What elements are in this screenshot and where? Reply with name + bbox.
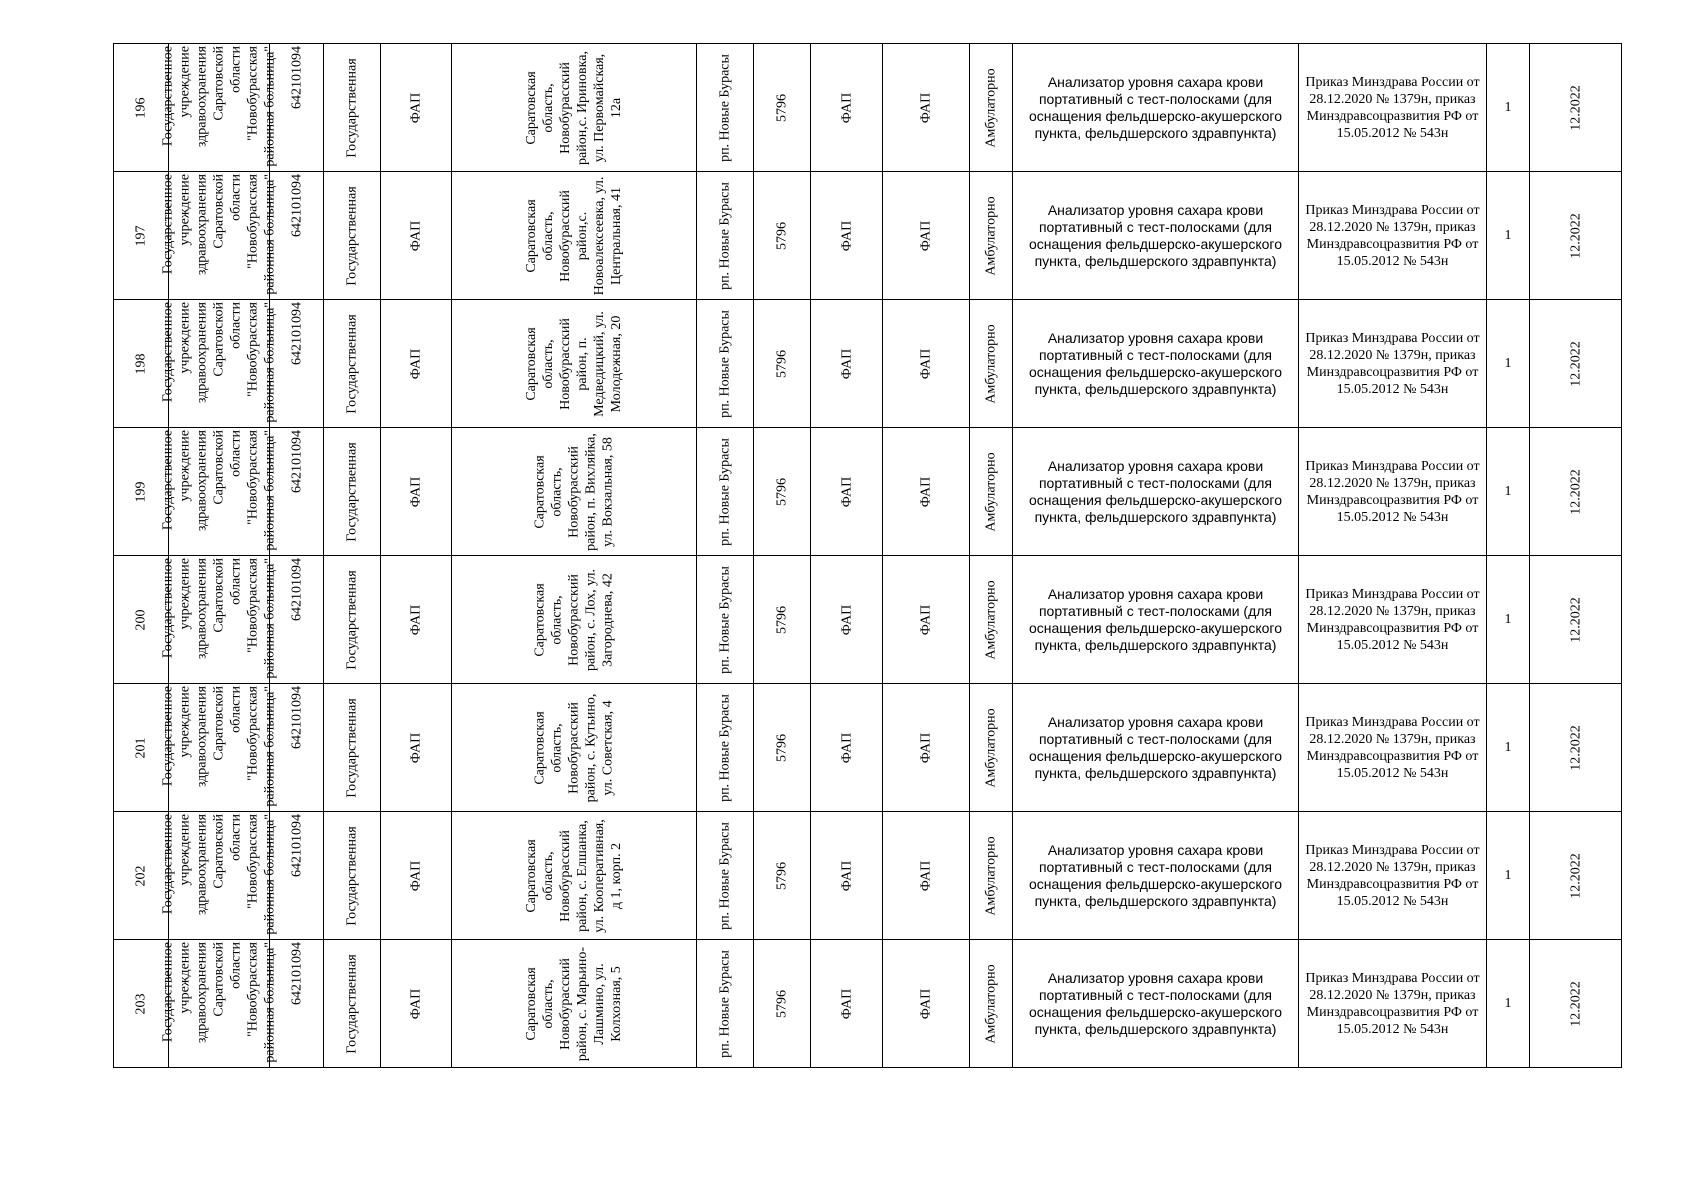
table-row bbox=[114, 172, 1622, 300]
organization-cell bbox=[160, 812, 278, 940]
unit-profile-cell bbox=[883, 812, 970, 940]
population-cell bbox=[754, 300, 811, 428]
facility-address: Саратовская область, Новобурасский район,с. Ириновка, ул. Первомайская, 12а bbox=[524, 50, 624, 165]
inn: 642101094 bbox=[289, 301, 304, 365]
care-conditions: Амбулаторно bbox=[983, 323, 999, 404]
population-cell bbox=[754, 556, 811, 684]
ownership-form: Государственная bbox=[344, 825, 360, 926]
facility-type-cell bbox=[381, 940, 452, 1068]
organization-name: Государственное учреждение здравоохранения Саратовской области "Новобурасская районная больница" bbox=[160, 45, 278, 167]
quantity: 1 bbox=[1487, 428, 1530, 556]
facility-type: ФАП bbox=[408, 92, 424, 123]
population: 5796 bbox=[774, 349, 790, 378]
facility-type-cell bbox=[381, 684, 452, 812]
facility-type: ФАП bbox=[408, 348, 424, 379]
ownership-cell bbox=[324, 812, 381, 940]
device-name: Анализатор уровня сахара крови портативный с тест-полосками (для оснащения фельдшерско-акушерского пункта, фельдшерского здравпункта) bbox=[1013, 428, 1299, 556]
settlement-cell bbox=[697, 428, 754, 556]
care-conditions-cell bbox=[970, 684, 1013, 812]
population: 5796 bbox=[774, 93, 790, 122]
unit-cell bbox=[811, 172, 883, 300]
settlement: рп. Новые Бурасы bbox=[717, 821, 733, 930]
population-cell bbox=[754, 684, 811, 812]
inn-cell bbox=[270, 940, 324, 1068]
ownership-form: Государственная bbox=[344, 185, 360, 286]
care-conditions-cell bbox=[970, 940, 1013, 1068]
regulation-order: Приказ Минздрава России от 28.12.2020 № 1379н, приказ Минздравсоцразвития РФ от 15.05.2012 № 543н bbox=[1299, 428, 1487, 556]
ownership-form: Государственная bbox=[344, 441, 360, 542]
ownership-form: Государственная bbox=[344, 313, 360, 414]
ownership-form: Государственная bbox=[344, 569, 360, 670]
inn: 642101094 bbox=[289, 557, 304, 621]
delivery-date: 12.2022 bbox=[1568, 340, 1583, 387]
quantity: 1 bbox=[1487, 300, 1530, 428]
population-cell bbox=[754, 428, 811, 556]
settlement-cell bbox=[697, 300, 754, 428]
date-cell bbox=[1530, 428, 1622, 556]
row-number: 198 bbox=[133, 353, 149, 374]
population: 5796 bbox=[774, 477, 790, 506]
regulation-order: Приказ Минздрава России от 28.12.2020 № 1379н, приказ Минздравсоцразвития РФ от 15.05.2012 № 543н bbox=[1299, 44, 1487, 172]
settlement: рп. Новые Бурасы bbox=[717, 565, 733, 674]
facility-type: ФАП bbox=[408, 220, 424, 251]
inn-cell bbox=[270, 172, 324, 300]
quantity: 1 bbox=[1487, 812, 1530, 940]
date-cell bbox=[1530, 812, 1622, 940]
organization-cell bbox=[160, 556, 278, 684]
settlement: рп. Новые Бурасы bbox=[717, 181, 733, 290]
facility-type: ФАП bbox=[408, 476, 424, 507]
inn-cell bbox=[270, 44, 324, 172]
unit-cell bbox=[811, 300, 883, 428]
device-name: Анализатор уровня сахара крови портативный с тест-полосками (для оснащения фельдшерско-акушерского пункта, фельдшерского здравпункта) bbox=[1013, 556, 1299, 684]
table-row bbox=[114, 300, 1622, 428]
quantity: 1 bbox=[1487, 684, 1530, 812]
date-cell bbox=[1530, 172, 1622, 300]
ownership-cell bbox=[324, 172, 381, 300]
date-cell bbox=[1530, 300, 1622, 428]
unit-name: ФАП bbox=[839, 348, 854, 379]
delivery-date: 12.2022 bbox=[1568, 84, 1583, 131]
equipment-register-table bbox=[113, 43, 1622, 1068]
unit-cell bbox=[811, 940, 883, 1068]
organization-name: Государственное учреждение здравоохранения Саратовской области "Новобурасская районная больница" bbox=[160, 941, 278, 1063]
organization-name: Государственное учреждение здравоохранения Саратовской области "Новобурасская районная больница" bbox=[160, 429, 278, 551]
date-cell bbox=[1530, 684, 1622, 812]
register-rows bbox=[114, 44, 1622, 1068]
unit-name: ФАП bbox=[839, 732, 854, 763]
regulation-order: Приказ Минздрава России от 28.12.2020 № 1379н, приказ Минздравсоцразвития РФ от 15.05.2012 № 543н bbox=[1299, 940, 1487, 1068]
address-cell bbox=[452, 44, 697, 172]
address-cell bbox=[452, 812, 697, 940]
table-row bbox=[114, 556, 1622, 684]
population-cell bbox=[754, 940, 811, 1068]
regulation-order: Приказ Минздрава России от 28.12.2020 № 1379н, приказ Минздравсоцразвития РФ от 15.05.2012 № 543н bbox=[1299, 300, 1487, 428]
unit-cell bbox=[811, 812, 883, 940]
population: 5796 bbox=[774, 733, 790, 762]
unit-name: ФАП bbox=[839, 860, 854, 891]
facility-type: ФАП bbox=[408, 988, 424, 1019]
care-conditions: Амбулаторно bbox=[983, 579, 999, 660]
care-conditions: Амбулаторно bbox=[983, 835, 999, 916]
unit-profile-cell bbox=[883, 428, 970, 556]
inn-cell bbox=[270, 300, 324, 428]
care-conditions: Амбулаторно bbox=[983, 195, 999, 276]
unit-profile-cell bbox=[883, 684, 970, 812]
inn: 642101094 bbox=[289, 173, 304, 237]
unit-cell bbox=[811, 556, 883, 684]
regulation-order: Приказ Минздрава России от 28.12.2020 № 1379н, приказ Минздравсоцразвития РФ от 15.05.2012 № 543н bbox=[1299, 172, 1487, 300]
unit-profile: ФАП bbox=[918, 988, 934, 1019]
settlement: рп. Новые Бурасы bbox=[717, 949, 733, 1058]
unit-name: ФАП bbox=[839, 220, 854, 251]
facility-type-cell bbox=[381, 172, 452, 300]
organization-cell bbox=[160, 300, 278, 428]
care-conditions-cell bbox=[970, 556, 1013, 684]
unit-profile: ФАП bbox=[918, 732, 934, 763]
regulation-order: Приказ Минздрава России от 28.12.2020 № 1379н, приказ Минздравсоцразвития РФ от 15.05.2012 № 543н bbox=[1299, 812, 1487, 940]
organization-name: Государственное учреждение здравоохранения Саратовской области "Новобурасская районная больница" bbox=[160, 301, 278, 423]
address-cell bbox=[452, 300, 697, 428]
settlement: рп. Новые Бурасы bbox=[717, 309, 733, 418]
unit-profile-cell bbox=[883, 300, 970, 428]
settlement-cell bbox=[697, 812, 754, 940]
settlement-cell bbox=[697, 940, 754, 1068]
organization-cell bbox=[160, 940, 278, 1068]
delivery-date: 12.2022 bbox=[1568, 852, 1583, 899]
facility-type: ФАП bbox=[408, 732, 424, 763]
organization-cell bbox=[160, 172, 278, 300]
table-row bbox=[114, 684, 1622, 812]
facility-type: ФАП bbox=[408, 604, 424, 635]
device-name: Анализатор уровня сахара крови портативный с тест-полосками (для оснащения фельдшерско-акушерского пункта, фельдшерского здравпункта) bbox=[1013, 812, 1299, 940]
care-conditions: Амбулаторно bbox=[983, 963, 999, 1044]
organization-cell bbox=[160, 44, 278, 172]
settlement-cell bbox=[697, 556, 754, 684]
delivery-date: 12.2022 bbox=[1568, 468, 1583, 515]
population: 5796 bbox=[774, 861, 790, 890]
unit-profile: ФАП bbox=[918, 860, 934, 891]
inn-cell bbox=[270, 428, 324, 556]
address-cell bbox=[452, 684, 697, 812]
organization-name: Государственное учреждение здравоохранения Саратовской области "Новобурасская районная больница" bbox=[160, 173, 278, 295]
unit-profile: ФАП bbox=[918, 604, 934, 635]
ownership-cell bbox=[324, 556, 381, 684]
unit-profile: ФАП bbox=[918, 348, 934, 379]
inn-cell bbox=[270, 684, 324, 812]
unit-name: ФАП bbox=[839, 476, 854, 507]
facility-address: Саратовская область, Новобурасский район, п. Вихляйка, ул. Вокзальная, 58 bbox=[532, 432, 616, 551]
table-row bbox=[114, 44, 1622, 172]
facility-address: Саратовская область, Новобурасский район,с. Новоалексеевка, ул. Центральная, 41 bbox=[524, 176, 624, 295]
delivery-date: 12.2022 bbox=[1568, 212, 1583, 259]
facility-type-cell bbox=[381, 556, 452, 684]
row-number: 201 bbox=[133, 737, 149, 758]
settlement-cell bbox=[697, 172, 754, 300]
address-cell bbox=[452, 172, 697, 300]
ownership-cell bbox=[324, 44, 381, 172]
care-conditions: Амбулаторно bbox=[983, 67, 999, 148]
unit-profile: ФАП bbox=[918, 92, 934, 123]
care-conditions-cell bbox=[970, 428, 1013, 556]
ownership-form: Государственная bbox=[344, 697, 360, 798]
settlement: рп. Новые Бурасы bbox=[717, 53, 733, 162]
organization-name: Государственное учреждение здравоохранения Саратовской области "Новобурасская районная больница" bbox=[160, 557, 278, 679]
population-cell bbox=[754, 172, 811, 300]
address-cell bbox=[452, 556, 697, 684]
ownership-cell bbox=[324, 684, 381, 812]
quantity: 1 bbox=[1487, 44, 1530, 172]
care-conditions-cell bbox=[970, 812, 1013, 940]
date-cell bbox=[1530, 44, 1622, 172]
ownership-form: Государственная bbox=[344, 57, 360, 158]
settlement: рп. Новые Бурасы bbox=[717, 693, 733, 802]
care-conditions-cell bbox=[970, 172, 1013, 300]
inn: 642101094 bbox=[289, 685, 304, 749]
care-conditions-cell bbox=[970, 300, 1013, 428]
inn: 642101094 bbox=[289, 813, 304, 877]
quantity: 1 bbox=[1487, 940, 1530, 1068]
facility-type: ФАП bbox=[408, 860, 424, 891]
quantity: 1 bbox=[1487, 172, 1530, 300]
unit-profile: ФАП bbox=[918, 220, 934, 251]
date-cell bbox=[1530, 556, 1622, 684]
row-number: 196 bbox=[133, 97, 149, 118]
facility-type-cell bbox=[381, 300, 452, 428]
inn-cell bbox=[270, 812, 324, 940]
unit-profile-cell bbox=[883, 556, 970, 684]
quantity: 1 bbox=[1487, 556, 1530, 684]
row-number: 200 bbox=[133, 609, 149, 630]
inn-cell bbox=[270, 556, 324, 684]
unit-profile-cell bbox=[883, 940, 970, 1068]
facility-address: Саратовская область, Новобурасский район, с. Лох, ул. Загороднева, 42 bbox=[532, 568, 616, 671]
device-name: Анализатор уровня сахара крови портативный с тест-полосками (для оснащения фельдшерско-акушерского пункта, фельдшерского здравпункта) bbox=[1013, 172, 1299, 300]
facility-address: Саратовская область, Новобурасский район, с. Марьино-Лашмино, ул. Колхозная, 5 bbox=[524, 946, 624, 1061]
settlement-cell bbox=[697, 44, 754, 172]
table-row bbox=[114, 812, 1622, 940]
row-number: 203 bbox=[133, 993, 149, 1014]
unit-profile-cell bbox=[883, 172, 970, 300]
organization-cell bbox=[160, 428, 278, 556]
delivery-date: 12.2022 bbox=[1568, 980, 1583, 1027]
row-number: 197 bbox=[133, 225, 149, 246]
delivery-date: 12.2022 bbox=[1568, 724, 1583, 771]
organization-name: Государственное учреждение здравоохранения Саратовской области "Новобурасская районная больница" bbox=[160, 813, 278, 935]
row-number: 202 bbox=[133, 865, 149, 886]
facility-type-cell bbox=[381, 428, 452, 556]
settlement: рп. Новые Бурасы bbox=[717, 437, 733, 546]
ownership-cell bbox=[324, 940, 381, 1068]
facility-address: Саратовская область, Новобурасский район, с. Елшанка, ул. Кооперативная, д 1, корп. 2 bbox=[524, 818, 624, 933]
address-cell bbox=[452, 428, 697, 556]
delivery-date: 12.2022 bbox=[1568, 596, 1583, 643]
population-cell bbox=[754, 812, 811, 940]
care-conditions: Амбулаторно bbox=[983, 451, 999, 532]
settlement-cell bbox=[697, 684, 754, 812]
inn: 642101094 bbox=[289, 45, 304, 109]
device-name: Анализатор уровня сахара крови портативный с тест-полосками (для оснащения фельдшерско-акушерского пункта, фельдшерского здравпункта) bbox=[1013, 940, 1299, 1068]
row-number: 199 bbox=[133, 481, 149, 502]
unit-cell bbox=[811, 44, 883, 172]
device-name: Анализатор уровня сахара крови портативный с тест-полосками (для оснащения фельдшерско-акушерского пункта, фельдшерского здравпункта) bbox=[1013, 44, 1299, 172]
device-name: Анализатор уровня сахара крови портативный с тест-полосками (для оснащения фельдшерско-акушерского пункта, фельдшерского здравпункта) bbox=[1013, 300, 1299, 428]
table-row bbox=[114, 940, 1622, 1068]
date-cell bbox=[1530, 940, 1622, 1068]
ownership-form: Государственная bbox=[344, 953, 360, 1054]
ownership-cell bbox=[324, 300, 381, 428]
device-name: Анализатор уровня сахара крови портативный с тест-полосками (для оснащения фельдшерско-акушерского пункта, фельдшерского здравпункта) bbox=[1013, 684, 1299, 812]
organization-cell bbox=[160, 684, 278, 812]
population: 5796 bbox=[774, 221, 790, 250]
population-cell bbox=[754, 44, 811, 172]
facility-type-cell bbox=[381, 44, 452, 172]
care-conditions: Амбулаторно bbox=[983, 707, 999, 788]
unit-name: ФАП bbox=[839, 604, 854, 635]
address-cell bbox=[452, 940, 697, 1068]
facility-address: Саратовская область, Новобурасский район, с. Кутьино, ул. Советская, 4 bbox=[532, 693, 616, 802]
regulation-order: Приказ Минздрава России от 28.12.2020 № 1379н, приказ Минздравсоцразвития РФ от 15.05.2012 № 543н bbox=[1299, 684, 1487, 812]
unit-cell bbox=[811, 428, 883, 556]
population: 5796 bbox=[774, 989, 790, 1018]
inn: 642101094 bbox=[289, 941, 304, 1005]
regulation-order: Приказ Минздрава России от 28.12.2020 № 1379н, приказ Минздравсоцразвития РФ от 15.05.2012 № 543н bbox=[1299, 556, 1487, 684]
unit-profile: ФАП bbox=[918, 476, 934, 507]
unit-name: ФАП bbox=[839, 988, 854, 1019]
population: 5796 bbox=[774, 605, 790, 634]
table-row bbox=[114, 428, 1622, 556]
unit-profile-cell bbox=[883, 44, 970, 172]
unit-name: ФАП bbox=[839, 92, 854, 123]
organization-name: Государственное учреждение здравоохранения Саратовской области "Новобурасская районная больница" bbox=[160, 685, 278, 807]
unit-cell bbox=[811, 684, 883, 812]
facility-address: Саратовская область, Новобурасский район, п. Медведицкий, ул. Молодежная, 20 bbox=[524, 310, 624, 417]
ownership-cell bbox=[324, 428, 381, 556]
inn: 642101094 bbox=[289, 429, 304, 493]
care-conditions-cell bbox=[970, 44, 1013, 172]
facility-type-cell bbox=[381, 812, 452, 940]
